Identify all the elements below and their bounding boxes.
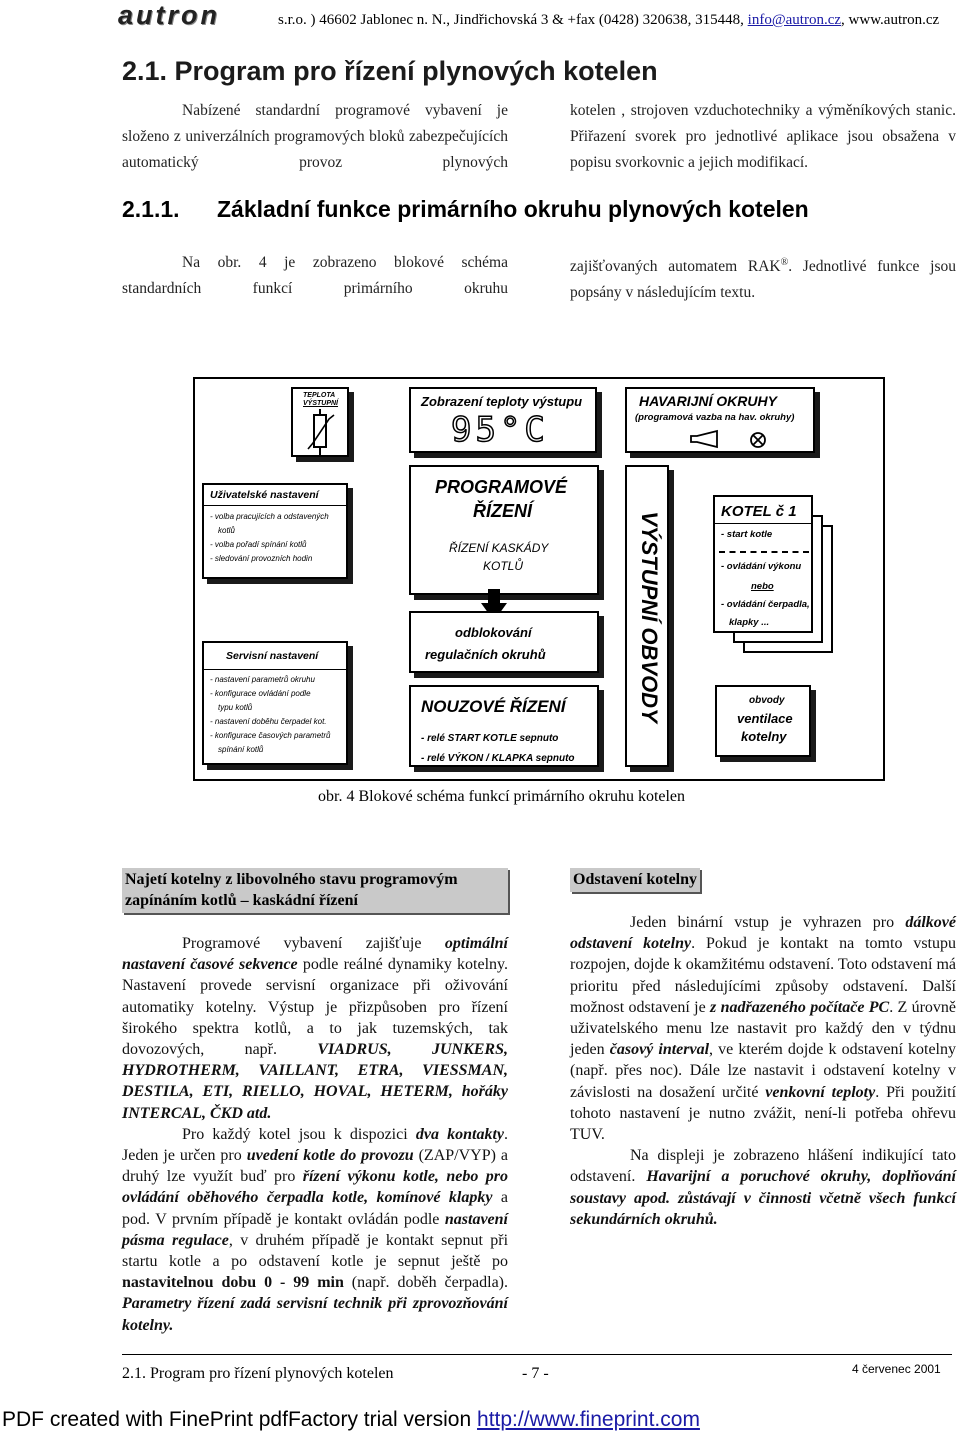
user-item-3: - volba pořadí spínání kotlů	[210, 540, 307, 549]
emergency-control-box	[409, 685, 599, 767]
emergency-item-2: - relé VÝKON / KLAPKA sepnuto	[421, 753, 575, 764]
user-settings-box	[202, 483, 348, 579]
page-number: - 7 -	[522, 1365, 549, 1382]
temperature-sensor-box	[291, 387, 349, 457]
intro-left-text: Nabízené standardní programové vybavení je složeno z univerzálních programových bloků zabezpečujících automatický provoz plynových	[122, 102, 508, 171]
figure-caption: obr. 4 Blokové schéma funkcí primárního okruhu kotelen	[318, 788, 686, 805]
boiler-card	[713, 495, 813, 633]
program-sub-2: KOTLŮ	[483, 559, 524, 573]
emergency-title: NOUZOVÉ ŘÍZENÍ	[421, 697, 566, 716]
left-column	[122, 868, 508, 1336]
output-circuits-box	[625, 465, 669, 767]
registered-mark: ®	[780, 257, 789, 268]
user-item-4: - sledování provozních hodin	[210, 554, 313, 563]
emergency-item-1: - relé START KOTLE sepnuto	[421, 733, 559, 744]
emergency-circuits-box	[625, 387, 815, 453]
user-item-1: - volba pracujících a odstavených	[210, 512, 329, 521]
havarijni-title: HAVARIJNÍ OKRUHY	[639, 393, 777, 409]
boiler-item-3: nebo	[751, 581, 774, 592]
boiler-item-5: klapky ...	[729, 617, 770, 628]
boiler-item-4: - ovládání čerpadla,	[721, 599, 810, 610]
unlock-box	[409, 611, 599, 673]
company-address	[278, 12, 939, 29]
program-sub-1: ŘÍZENÍ KASKÁDY	[449, 541, 549, 555]
ventilation-3: kotelny	[741, 729, 787, 744]
subsection-title-text: Základní funkce primárního okruhu plynových kotelen	[217, 196, 809, 222]
horn-icon	[687, 429, 721, 449]
havarijni-sub: (programová vazba na hav. okruhy)	[635, 412, 795, 423]
program-control-box	[409, 465, 599, 595]
boiler-item-1: - start kotle	[721, 529, 773, 540]
display-box	[409, 387, 597, 453]
pdf-text: PDF created with FinePrint pdfFactory trial version	[2, 1408, 478, 1431]
output-circuits-label: VÝSTUPNÍ OBVODY	[637, 511, 662, 723]
subsection-left	[122, 250, 508, 302]
ventilation-2: ventilace	[737, 711, 793, 726]
pdf-footer	[2, 1408, 700, 1432]
divider	[204, 505, 346, 506]
web-address: www.autron.cz	[848, 12, 940, 28]
service-item-3: typu kotlů	[218, 703, 253, 712]
intro-left	[122, 98, 508, 176]
service-item-1: - nastavení parametrů okruhu	[210, 675, 315, 684]
program-title-1: PROGRAMOVÉ	[435, 477, 568, 497]
service-item-2: - konfigurace ovládání podle	[210, 689, 311, 698]
program-title-2: ŘÍZENÍ	[473, 501, 533, 521]
dashed-divider	[719, 551, 809, 553]
service-settings-title: Servisní nastavení	[226, 650, 319, 662]
footer-rule	[122, 1354, 952, 1355]
divider	[715, 523, 811, 524]
left-body: Programové vybavení zajišťuje optimální nastavení časové sekvence podle reálné dynamiky kotelny. Nastavení provede servisní organizace při oživování automatiky kotelny. Výstup je přizpůsoben pro řízení širokého spektra kotlů, a to jak tuzemských, tak dovozových, např. VIADRUS, JUNKERS, HYDROTHERM, VAILLANT, ETRA, VIESSMAN, DESTILA, ETI, RIELLO, HOVAL, HETERM, hořáky INTERCAL, ČKD atd. Pro každý kotel jsou k dispozici dva kontakty. Jeden je určen pro uvedení kotle do provozu (ZAP/VYP) a druhý lze využít buď pro řízení výkonu kotle, nebo pro ovládání oběhového čerpadla kotle, komínové klapky a pod. V prvním případě je kontakt ovládán podle nastavení pásma regulace, v druhém případě je kontakt sepnut při startu kotle a po odstavení kotle je sepnut ještě po nastavitelnou dobu 0 - 99 min (např. doběh čerpadla). Parametry řízení zadá servisní technik při zprovozňování kotelny.	[122, 935, 509, 1334]
service-settings-box	[202, 641, 348, 765]
left-heading: Najetí kotelny z libovolného stavu programovým zapínáním kotlů – kaskádní řízení	[122, 868, 508, 913]
subsection-left-text: Na obr. 4 je zobrazeno blokové schéma standardních funkcí primárního okruhu	[122, 254, 508, 297]
fineprint-link[interactable]: http://www.fineprint.com	[477, 1408, 700, 1431]
display-value: 95°C	[451, 410, 549, 450]
display-title: Zobrazení teploty výstupu	[421, 394, 583, 409]
section-title: 2.1. Program pro řízení plynových kotelen	[122, 56, 658, 86]
right-column	[570, 868, 956, 1230]
footer-date: 4 červenec 2001	[852, 1362, 941, 1376]
autron-logo: autron	[118, 0, 220, 30]
email-link[interactable]: info@autron.cz	[747, 12, 842, 28]
thermistor-icon	[305, 409, 337, 455]
company-line: s.r.o. ) 46602 Jablonec n. N., Jindřichovská 3 & +fax (0428) 320638, 315448,	[278, 12, 748, 28]
service-item-6: spínání kotlů	[218, 745, 264, 754]
service-item-4: - nastavení doběhu čerpadel kot.	[210, 717, 327, 726]
user-settings-title: Uživatelské nastavení	[210, 489, 319, 501]
divider	[204, 669, 346, 670]
subsection-number: 2.1.1.	[122, 196, 180, 222]
boiler-item-2: - ovládání výkonu	[721, 561, 802, 572]
teplota-label-2: VÝSTUPNÍ	[303, 400, 339, 407]
boiler-title: KOTEL č 1	[721, 503, 797, 520]
right-body: Jeden binární vstup je vyhrazen pro dálkové odstavení kotelny. Pokud je kontakt na tomto vstupu rozpojen, dojde k okamžitému odstavení. Toto odstavení má prioritu před následujícími způsoby odstavení. Další možnost odstavení je z nadřazeného počítače PC. Z úrovně uživatelského menu lze nastavit pro každý den v týdnu jeden časový interval, ve kterém dojde k odstavení kotelny (např. přes noc). Dále lze nastavit i odstavení kotelny v závislosti na dosažení určité venkovní teploty. Při použití tohoto nastavení je nutno zvážit, není-li potřeba ohřevu TUV. Na displeji je zobrazeno hlášení indikující tato odstavení. Havarijní a poruchové okruhy, doplňování soustavy apod. zůstávají v činnosti včetně všech funkcí sekundárních okruhů.	[570, 914, 957, 1228]
right-heading: Odstavení kotelny	[570, 868, 700, 892]
lamp-icon	[749, 431, 767, 449]
user-item-2: kotlů	[218, 526, 235, 535]
footer-title: 2.1. Program pro řízení plynových kotelen	[122, 1365, 394, 1382]
intro-right: kotelen , strojoven vzduchotechniky a výměníkových stanic. Přiřazení svorek pro jednotlivé aplikace jsou obsažena v popisu svorkovnic a jejich modifikací.	[570, 102, 956, 171]
ventilation-box	[715, 685, 811, 757]
teplota-label-1: TEPLOTA	[303, 392, 336, 399]
service-item-5: - konfigurace časových parametrů	[210, 731, 331, 740]
ventilation-1: obvody	[749, 695, 785, 706]
subsection-right-b: . Jednotlivé funkce jsou popsány v následujícím textu.	[570, 258, 956, 302]
subsection-title	[122, 196, 809, 223]
unlock-2: regulačních okruhů	[425, 647, 546, 662]
unlock-1: odblokování	[455, 625, 532, 640]
subsection-right-a: zajišťovaných automatem RAK	[570, 258, 781, 276]
block-diagram	[193, 377, 885, 781]
separator: ,	[841, 12, 849, 28]
subsection-right	[570, 250, 956, 306]
